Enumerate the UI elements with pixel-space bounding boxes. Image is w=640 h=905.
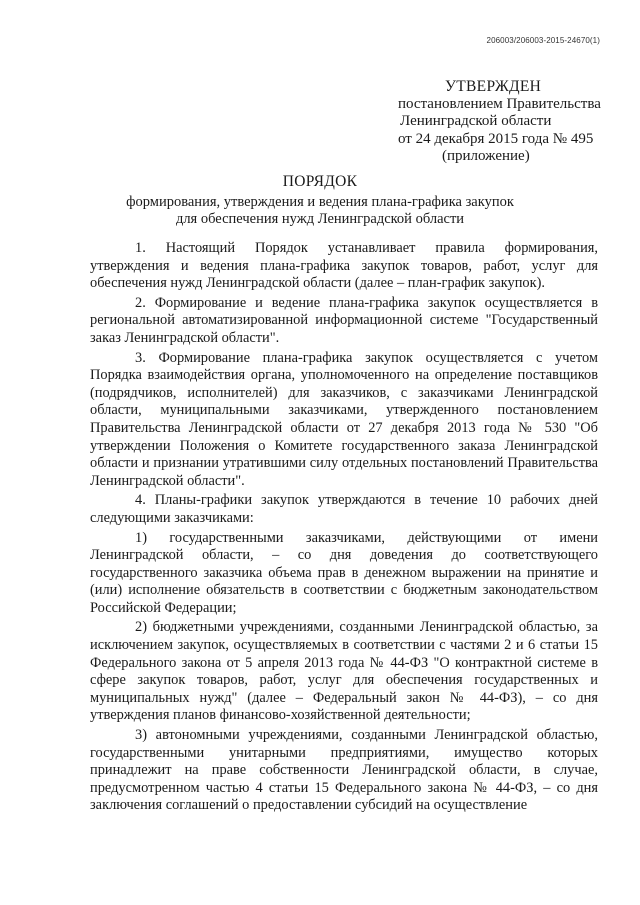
paragraph-4: 4. Планы-графики закупок утверждаются в течение 10 рабочих дней следующими заказчиками: bbox=[90, 492, 598, 526]
document-title: ПОРЯДОК bbox=[282, 173, 358, 190]
approval-date-line: от 24 декабря 2015 года № 495 bbox=[398, 130, 594, 147]
document-subtitle-1: формирования, утверждения и ведения плана-графика закупок bbox=[126, 194, 514, 210]
paragraph-1: 1. Настоящий Порядок устанавливает правила формирования, утверждения и ведения плана-графика закупок товаров, работ, услуг для обеспечения нужд Ленинградской области (далее – план-график закупок). bbox=[90, 240, 598, 292]
approval-block bbox=[398, 78, 628, 166]
paragraph-4-item-2: 2) бюджетными учреждениями, созданными Ленинградской областью, за исключением закупок, осуществляемых в соответствии с частями 2 и 6 статьи 15 Федерального закона от 5 апреля 2013 года № 44-ФЗ "О контрактной системе в сфере закупок товаров, работ, услуг для обеспечения государственных и муниципальных нужд" (далее – Федеральный закон № 44-ФЗ), – со дня утверждения планов финансово-хозяйственной деятельности; bbox=[90, 619, 598, 724]
approval-title: УТВЕРЖДЕН bbox=[445, 78, 542, 95]
document-subtitle-2: для обеспечения нужд Ленинградской области bbox=[175, 211, 465, 227]
paragraph-4-item-3: 3) автономными учреждениями, созданными Ленинградской областью, государственными унитарными предприятиями, имущество которых принадлежит на праве собственности Ленинградской области, в случае, предусмотренном частью 4 статьи 15 Федерального закона № 44-ФЗ, – со дня заключения соглашений о предоставлении субсидий на осуществление bbox=[90, 727, 598, 814]
paragraph-2: 2. Формирование и ведение плана-графика закупок осуществляется в региональной автоматизированной информационной системе "Государственный заказ Ленинградской области". bbox=[90, 294, 598, 346]
approval-line-1: постановлением Правительства bbox=[398, 95, 601, 112]
document-body bbox=[90, 240, 598, 815]
approval-appendix: (приложение) bbox=[442, 148, 530, 164]
paragraph-4-item-1: 1) государственными заказчиками, действующими от имени Ленинградской области, – со дня доведения до соответствующего государственного заказчика объема прав в денежном выражении на принятие и (или) исполнение обязательств в соответствии с бюджетным законодательством Российской Федерации; bbox=[90, 529, 598, 616]
document-reference-number: 206003/206003-2015-24670(1) bbox=[486, 36, 600, 45]
paragraph-3: 3. Формирование плана-графика закупок осуществляется с учетом Порядка взаимодействия органа, уполномоченного на определение поставщиков (подрядчиков, исполнителей) для заказчиков, с заказчиками Ленинградской области, муниципальными заказчиками, утвержденного постановлением Правительства Ленинградской области от 27 декабря 2013 года № 530 "Об утверждении Положения о Комитете государственного заказа Ленинградской области и признании утратившими силу отдельных постановлений Правительства Ленинградской области". bbox=[90, 349, 598, 489]
approval-line-2: Ленинградской области bbox=[400, 113, 552, 129]
